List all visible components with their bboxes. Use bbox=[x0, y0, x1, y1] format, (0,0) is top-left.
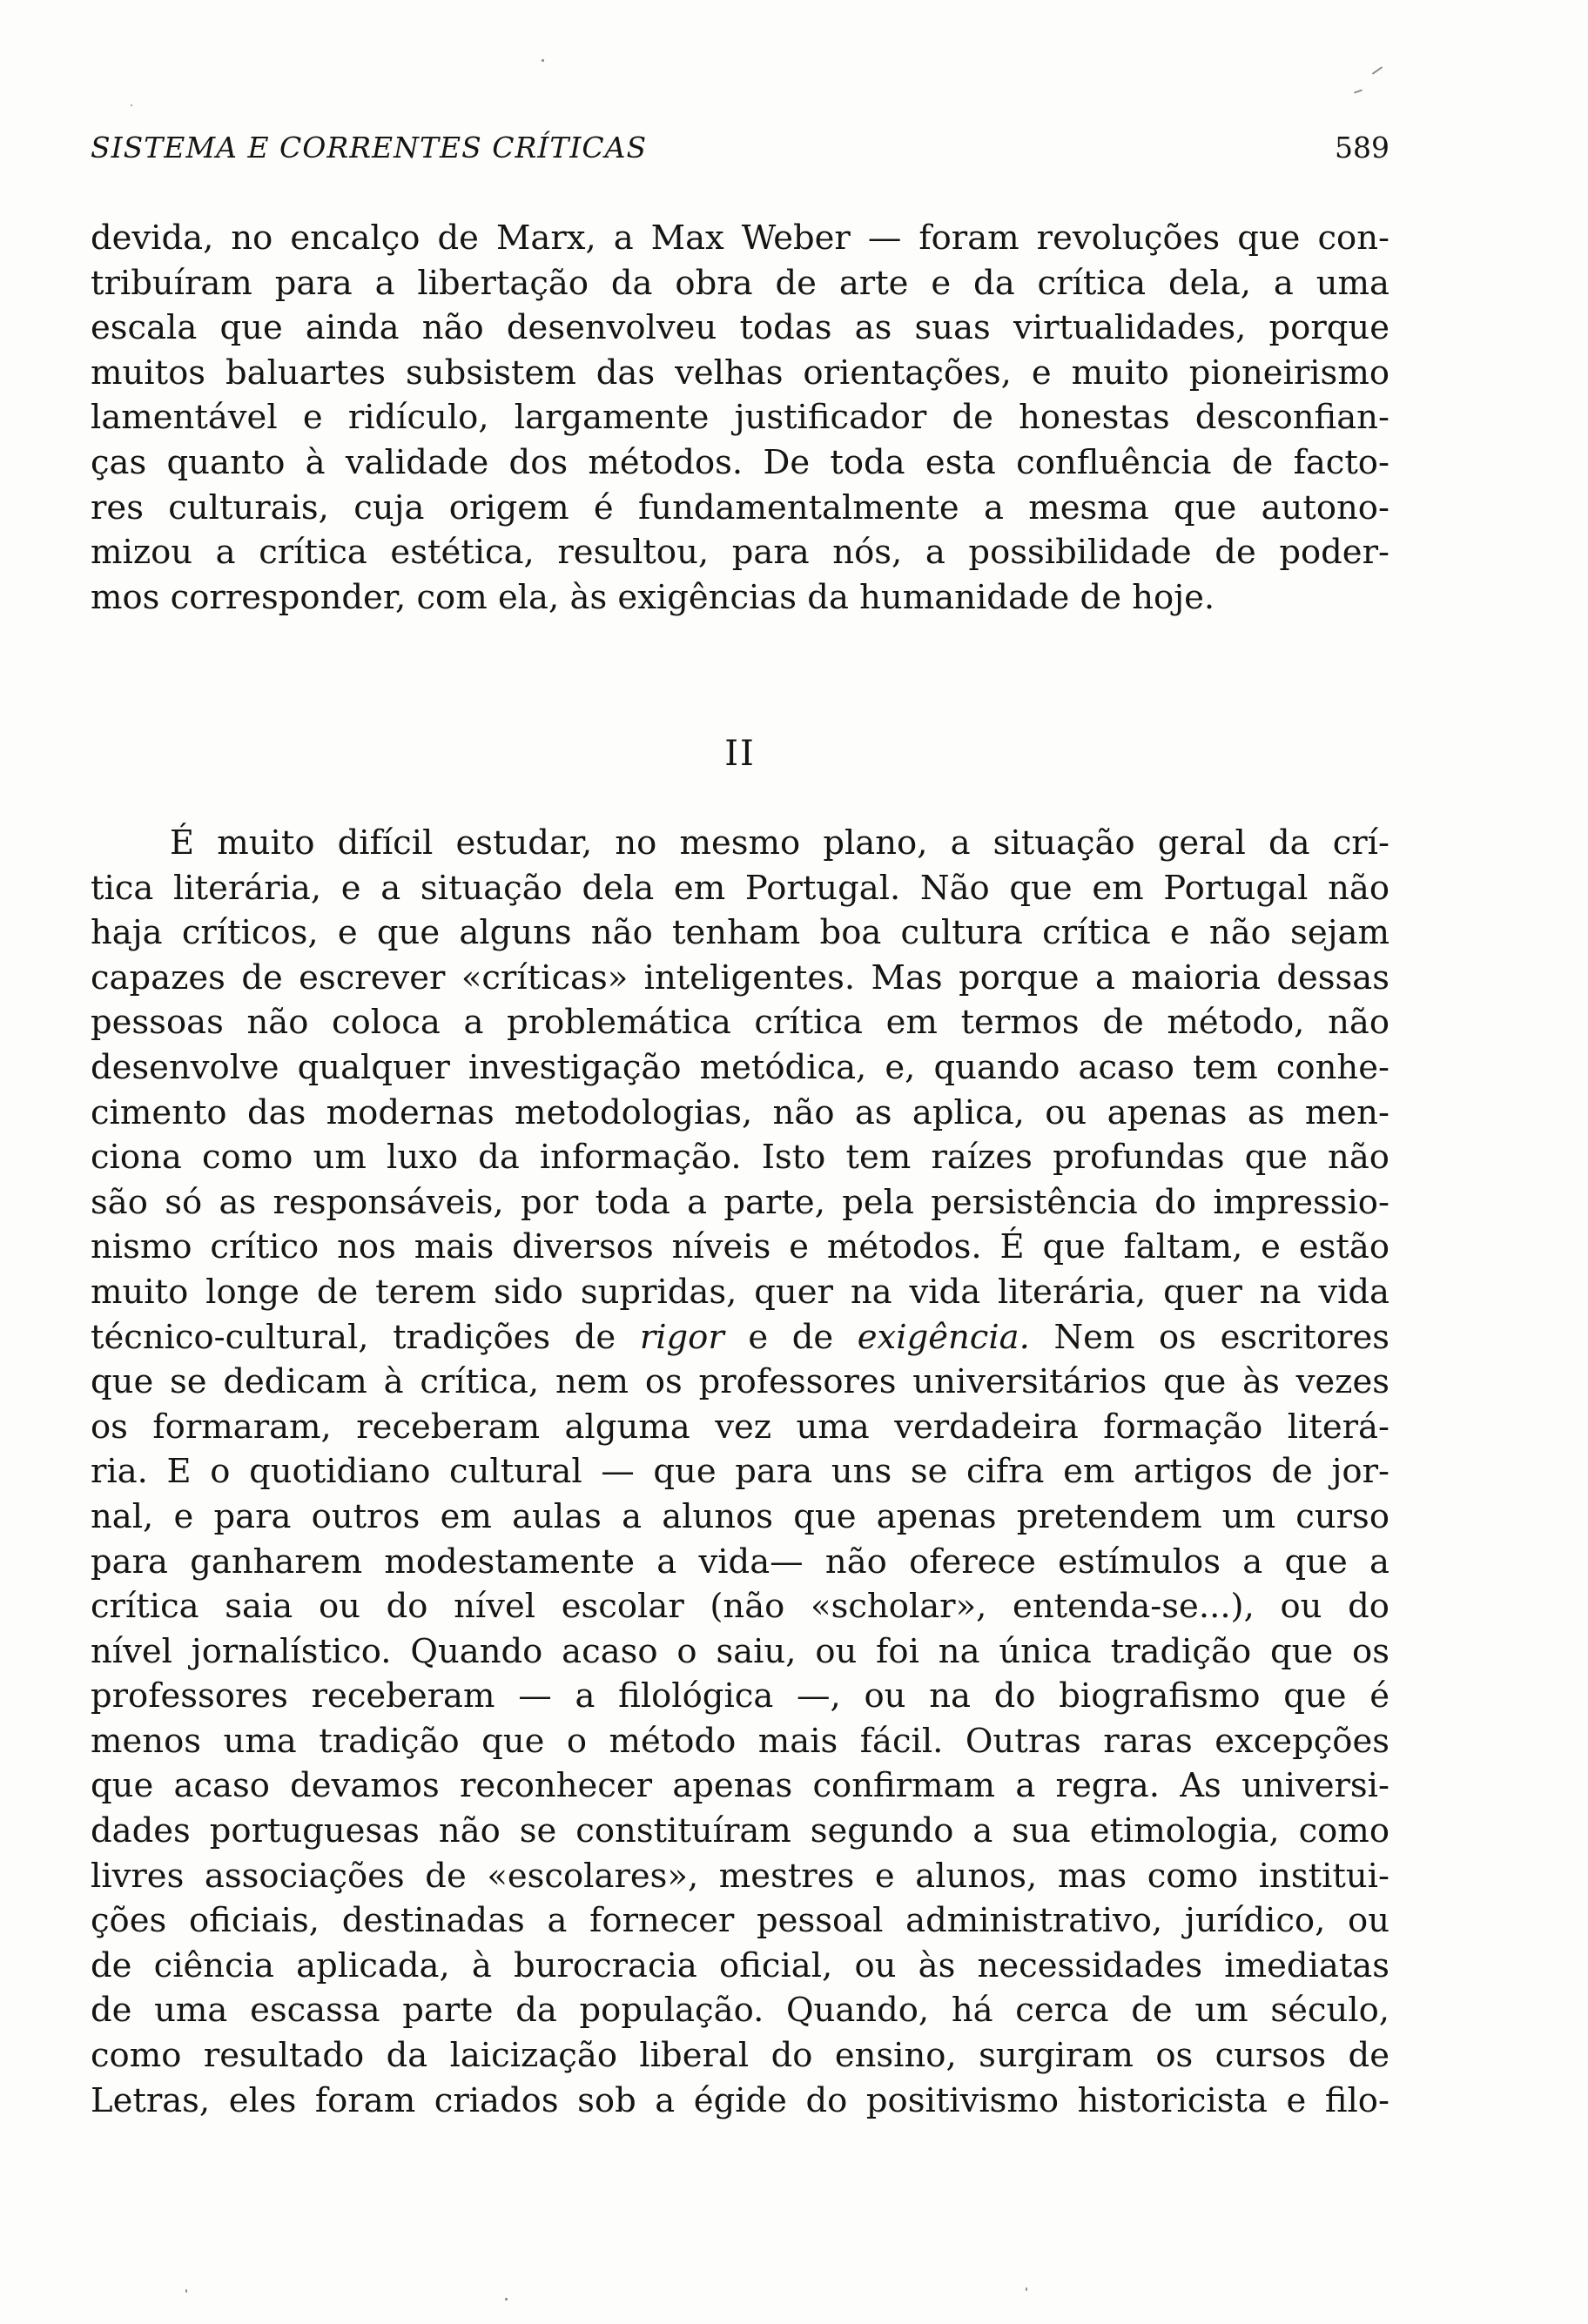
text-segment: técnico-cultural, tradições de bbox=[91, 1317, 640, 1357]
text-line: menos uma tradição que o método mais fácil. Outras raras excepções bbox=[91, 1721, 1390, 1761]
text-line: pessoas não coloca a problemática crítica em termos de método, não bbox=[91, 1003, 1390, 1043]
text-line: tica literária, e a situação dela em Portugal. Não que em Portugal não bbox=[91, 868, 1390, 908]
text-line: nal, e para outros em aulas a alunos que apenas pretendem um curso bbox=[91, 1496, 1390, 1536]
text-line: ções oficiais, destinadas a fornecer pessoal administrativo, jurídico, ou bbox=[91, 1901, 1390, 1941]
text-line: crítica saia ou do nível escolar (não «scholar», entenda-se...), ou do bbox=[91, 1587, 1390, 1627]
text-line: muito longe de terem sido supridas, quer na vida literária, quer na vida bbox=[91, 1272, 1390, 1312]
text-line: que se dedicam à crítica, nem os professores universitários que às vezes bbox=[91, 1362, 1390, 1402]
text-line: mizou a crítica estética, resultou, para nós, a possibilidade de poder- bbox=[91, 533, 1390, 573]
section-heading: II bbox=[724, 734, 756, 774]
emphasis-exigencia: exigência. bbox=[857, 1317, 1030, 1357]
scan-speck bbox=[131, 104, 132, 106]
text-line: devida, no encalço de Marx, a Max Weber — foram revoluções que con- bbox=[91, 218, 1390, 258]
text-line: os formaram, receberam alguma vez uma verdadeira formação literá- bbox=[91, 1407, 1390, 1447]
text-line: para ganharem modestamente a vida— não oferece estímulos a que a bbox=[91, 1541, 1390, 1582]
text-line: cimento das modernas metodologias, não as aplica, ou apenas as men- bbox=[91, 1092, 1390, 1132]
scan-speck bbox=[505, 2298, 508, 2300]
text-segment: e de bbox=[723, 1317, 858, 1357]
text-line: professores receberam — a filológica —, ou na do biografismo que é bbox=[91, 1676, 1390, 1716]
running-title: SISTEMA E CORRENTES CRÍTICAS bbox=[91, 131, 648, 165]
text-line-with-emphasis bbox=[91, 1315, 1390, 1360]
text-line: capazes de escrever «críticas» inteligentes. Mas porque a maioria dessas bbox=[91, 957, 1390, 997]
text-line: res culturais, cuja origem é fundamentalmente a mesma que autono- bbox=[91, 487, 1390, 527]
text-line: nível jornalístico. Quando acaso o saiu, ou foi na única tradição que os bbox=[91, 1631, 1390, 1671]
paragraph-main bbox=[91, 821, 1390, 2123]
page-number: 589 bbox=[1335, 131, 1390, 165]
text-line: mos corresponder, com ela, às exigências da humanidade de hoje. bbox=[91, 577, 1215, 617]
text-line: nismo crítico nos mais diversos níveis e métodos. É que faltam, e estão bbox=[91, 1227, 1390, 1267]
text-line: haja críticos, e que alguns não tenham boa cultura crítica e não sejam bbox=[91, 913, 1390, 953]
text-line: dades portuguesas não se constituíram segundo a sua etimologia, como bbox=[91, 1811, 1390, 1851]
scan-speck bbox=[1026, 2287, 1027, 2291]
text-line: Letras, eles foram criados sob a égide do positivismo historicista e filo- bbox=[91, 2080, 1390, 2120]
text-line: muitos baluartes subsistem das velhas orientações, e muito pioneirismo bbox=[91, 353, 1390, 393]
text-line: como resultado da laicização liberal do ensino, surgiram os cursos de bbox=[91, 2036, 1390, 2076]
text-line: livres associações de «escolares», mestres e alunos, mas como institui- bbox=[91, 1856, 1390, 1896]
text-segment: Nem os escritores bbox=[1029, 1317, 1390, 1357]
scan-speck bbox=[185, 2289, 187, 2293]
scan-speck bbox=[1354, 89, 1363, 93]
text-line: É muito difícil estudar, no mesmo plano, a situação geral da crí- bbox=[170, 823, 1390, 863]
text-line: ria. E o quotidiano cultural — que para uns se cifra em artigos de jor- bbox=[91, 1452, 1390, 1492]
text-line: ciona como um luxo da informação. Isto tem raízes profundas que não bbox=[91, 1138, 1390, 1178]
paragraph-continued bbox=[91, 216, 1390, 620]
emphasis-rigor: rigor bbox=[639, 1317, 724, 1357]
running-head bbox=[91, 126, 1390, 170]
text-line: ças quanto à validade dos métodos. De toda esta confluência de facto- bbox=[91, 442, 1390, 482]
scan-speck bbox=[542, 59, 544, 62]
text-line: escala que ainda não desenvolveu todas as suas virtualidades, porque bbox=[91, 308, 1390, 348]
text-line: de ciência aplicada, à burocracia oficial, ou às necessidades imediatas bbox=[91, 1945, 1390, 1985]
text-line: são só as responsáveis, por toda a parte, pela persistência do impressio- bbox=[91, 1182, 1390, 1222]
scan-speck bbox=[1372, 66, 1383, 75]
text-line: de uma escassa parte da população. Quando, há cerca de um século, bbox=[91, 1991, 1390, 2031]
text-line: lamentável e ridículo, largamente justificador de honestas desconfian- bbox=[91, 398, 1390, 438]
text-line: tribuíram para a libertação da obra de arte e da crítica dela, a uma bbox=[91, 263, 1390, 303]
text-line: desenvolve qualquer investigação metódica, e, quando acaso tem conhe- bbox=[91, 1047, 1390, 1087]
text-line: que acaso devamos reconhecer apenas confirmam a regra. As universi- bbox=[91, 1766, 1390, 1806]
